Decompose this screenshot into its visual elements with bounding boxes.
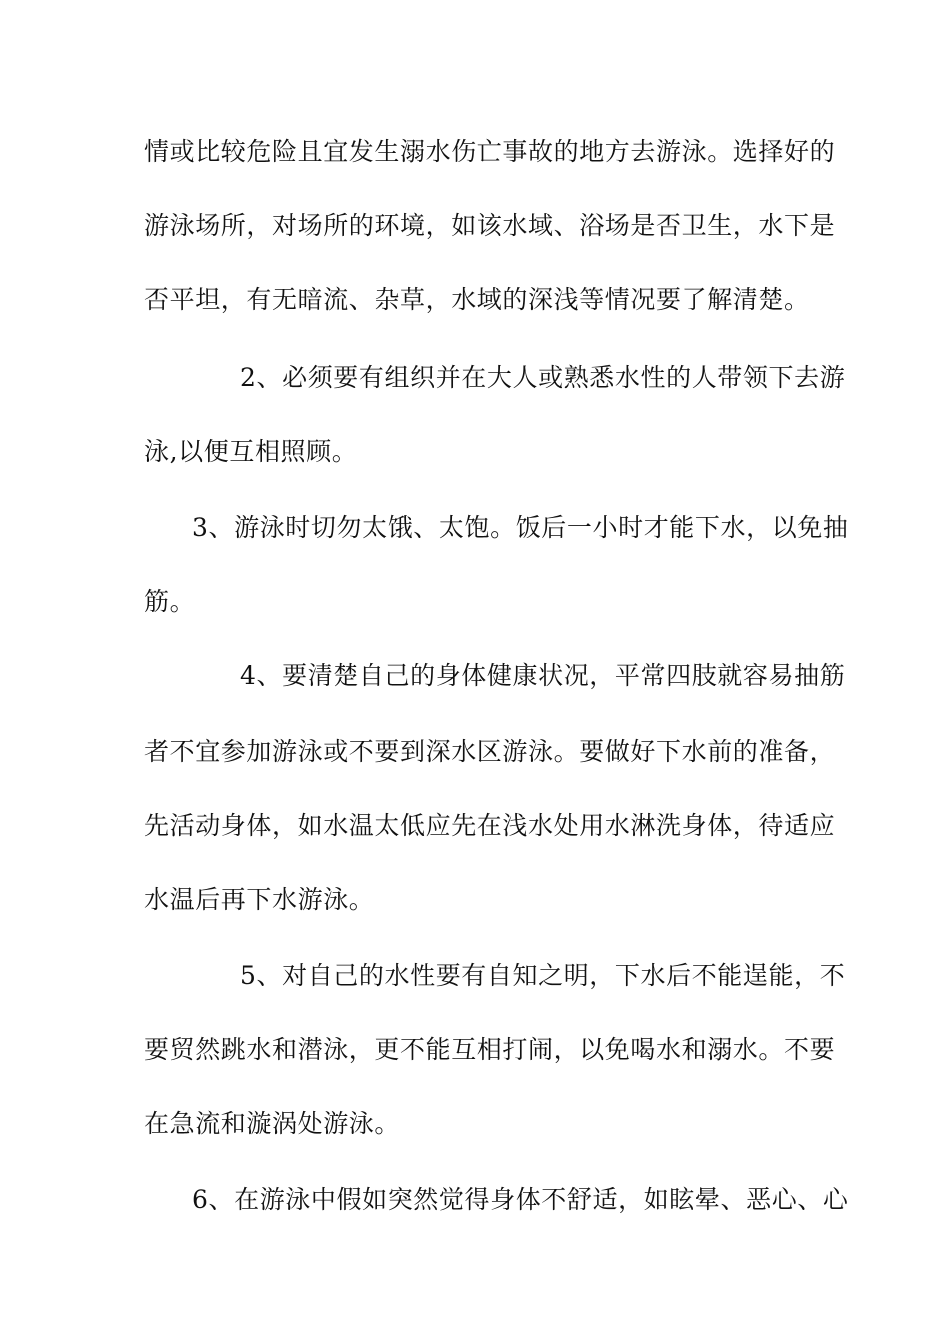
- text-line: 要贸然跳水和潜泳，更不能互相打闹，以免喝水和溺水。不要: [144, 1035, 836, 1064]
- text-line: 2、必须要有组织并在大人或熟悉水性的人带领下去游: [240, 363, 846, 392]
- text-line: 4、要清楚自己的身体健康状况，平常四肢就容易抽筋: [240, 661, 846, 690]
- text-line: 否平坦，有无暗流、杂草，水域的深浅等情况要了解清楚。: [144, 285, 810, 314]
- text-line: 泳,以便互相照顾。: [144, 437, 358, 466]
- text-line: 者不宜参加游泳或不要到深水区游泳。要做好下水前的准备，: [144, 737, 836, 766]
- text-line: 在急流和漩涡处游泳。: [144, 1109, 401, 1138]
- text-line: 筋。: [144, 587, 196, 616]
- text-line: 5、对自己的水性要有自知之明，下水后不能逞能，不: [240, 961, 846, 990]
- text-line: 情或比较危险且宜发生溺水伤亡事故的地方去游泳。选择好的: [144, 137, 836, 166]
- text-line: 先活动身体，如水温太低应先在浅水处用水淋洗身体，待适应: [144, 811, 836, 840]
- text-line: 游泳场所，对场所的环境，如该水域、浴场是否卫生，水下是: [144, 211, 836, 240]
- text-line: 6、在游泳中假如突然觉得身体不舒适，如眩晕、恶心、心: [192, 1185, 849, 1214]
- text-line: 3、游泳时切勿太饿、太饱。饭后一小时才能下水，以免抽: [192, 513, 849, 542]
- text-line: 水温后再下水游泳。: [144, 885, 375, 914]
